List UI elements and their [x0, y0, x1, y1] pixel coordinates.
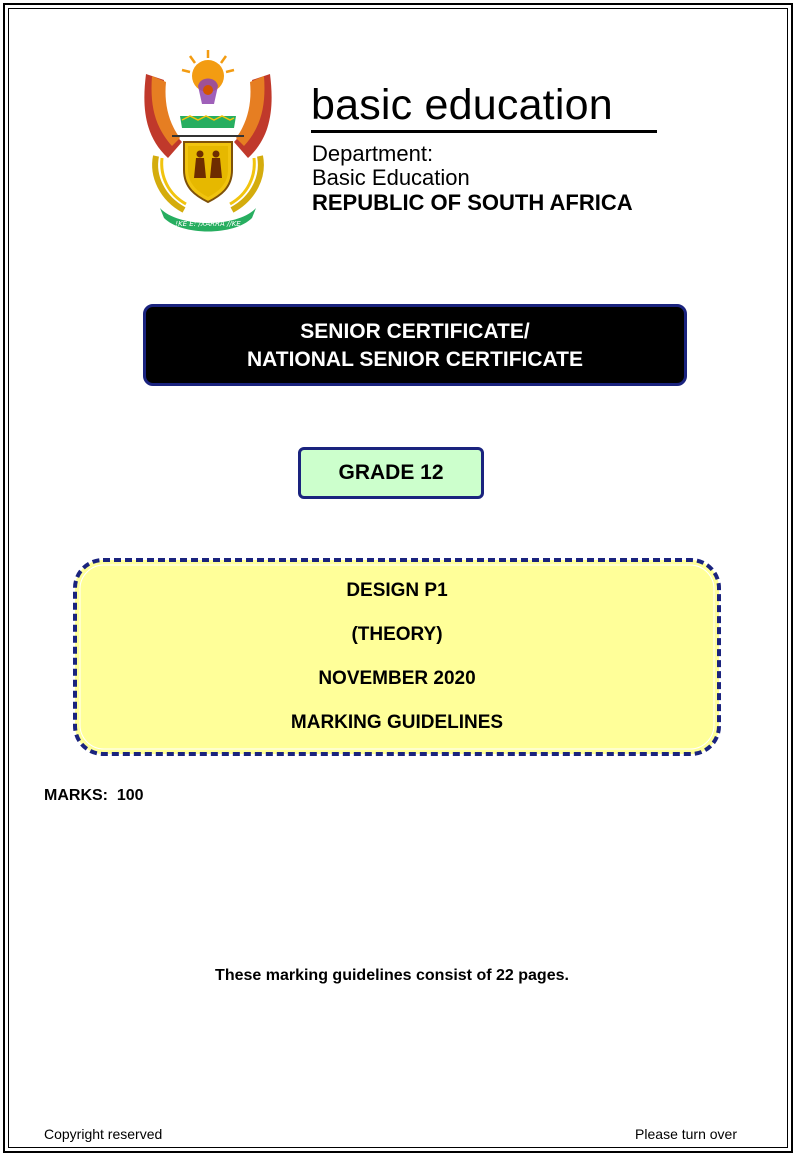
paper-session: NOVEMBER 2020 [318, 668, 476, 689]
grade-badge: GRADE 12 [298, 447, 484, 499]
paper-info-panel [72, 557, 722, 757]
paper-doc-type: MARKING GUIDELINES [290, 712, 504, 733]
certificate-line-1: SENIOR CERTIFICATE/ [300, 320, 530, 343]
certificate-banner [143, 304, 687, 386]
dept-label: Department: [312, 141, 434, 166]
certificate-line-2: NATIONAL SENIOR CERTIFICATE [247, 348, 583, 371]
coat-motto: !KE E: /XARRA //KE [175, 220, 241, 228]
paper-subject: DESIGN P1 [346, 580, 448, 601]
footer-turn-over: Please turn over [635, 1126, 737, 1142]
brand-title: basic education [311, 81, 613, 129]
marks-total: MARKS: 100 [44, 787, 144, 804]
paper-section: (THEORY) [351, 624, 443, 645]
country-name: REPUBLIC OF SOUTH AFRICA [312, 190, 633, 215]
dept-name: Basic Education [312, 165, 470, 190]
page-count-note: These marking guidelines consist of 22 pages. [215, 967, 569, 984]
coat-of-arms-icon [138, 46, 278, 232]
brand-divider [311, 130, 657, 133]
footer-copyright: Copyright reserved [44, 1126, 163, 1142]
